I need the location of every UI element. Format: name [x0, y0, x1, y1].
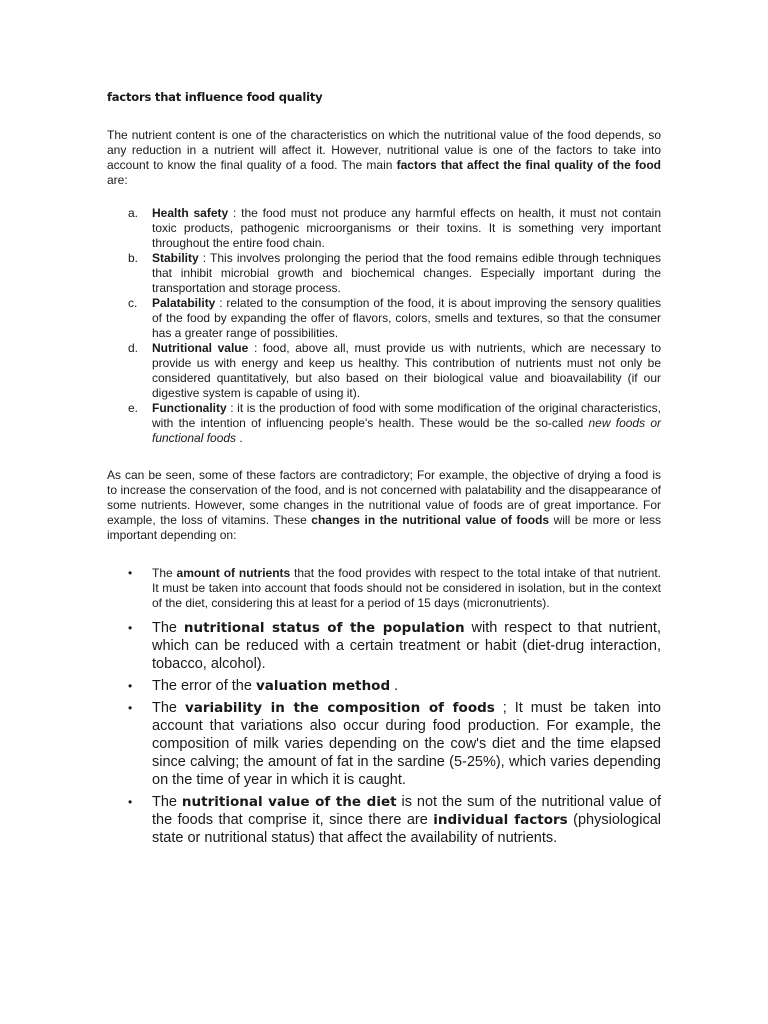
intro-text-1: The nutrient content is one of the characteristics on which the nutritional value of the food depends, so any reduction in a nutrient will affect it. However, nutritional value is one of the factors to take into account to know the final quality of a food. The main: [107, 128, 661, 172]
bullet-pre: The: [152, 794, 182, 810]
list-item-palatability: [107, 296, 661, 341]
para2-text-1: As can be seen, some of these factors are contradictory; For example, the objective of drying a food is to increase the conservation of the food, and is not concerned with palatability and the disappearance of some nutrients. However, some changes in the nutritional value of foods are of great importance. For example, the loss of vitamins. These: [107, 468, 661, 527]
bullet-icon: •: [128, 679, 133, 693]
bullet-pre: The: [152, 700, 185, 716]
factors-list: [107, 206, 661, 446]
factor-term: Functionality: [152, 401, 227, 415]
list-item-health-safety: [107, 206, 661, 251]
bullet-item-amount-of-nutrients: [107, 566, 661, 611]
bullet-icon: •: [128, 795, 133, 809]
factor-text: : This involves prolonging the period that the food remains edible through techniques that inhibit microbial growth and biochemical changes. Especially important during the transportation and storage process.: [152, 251, 661, 295]
bullet-post: with respect to that nutrient, which can be reduced with a certain treatment or habit (diet-drug interaction, tobacco, alcohol).: [152, 620, 661, 672]
bullet-post-2: (physiological state or nutritional status) that affect the availability of nutrients.: [152, 812, 662, 846]
factor-term: Stability: [152, 251, 199, 265]
bullet-icon: •: [128, 566, 133, 580]
list-item-nutritional-value: [107, 341, 661, 401]
list-marker: d.: [128, 341, 139, 355]
bullet-icon: •: [128, 621, 133, 635]
list-marker: a.: [128, 206, 139, 220]
bullet-item-nutritional-status: [107, 619, 661, 673]
bullet-post: that the food provides with respect to the total intake of that nutrient. It must be taken into account that foods should not be considered in isolation, but in the context of the diet, considering this at least for a period of 15 days (micronutrients).: [152, 566, 661, 610]
document-title: factors that influence food quality: [107, 90, 323, 104]
bullet-icon: •: [128, 701, 133, 715]
bullet-bold-2: individual factors: [433, 812, 568, 828]
bullet-item-diet-value: [107, 793, 661, 847]
intro-bold: factors that affect the final quality of the food: [396, 158, 662, 172]
bullet-bold: nutritional value of the diet: [181, 794, 397, 810]
factor-text: : it is the production of food with some modification of the original characteristics, with the intention of influencing people's health. These would be the so-called: [152, 401, 661, 430]
factor-term: Palatability: [152, 296, 216, 310]
list-marker: e.: [128, 401, 139, 415]
para2-bold: changes in the nutritional value of foods: [311, 513, 550, 527]
factor-term: Nutritional value: [152, 341, 249, 355]
intro-text-2: are:: [107, 173, 128, 187]
list-marker: b.: [128, 251, 139, 265]
factor-term: Health safety: [152, 206, 229, 220]
factor-italic: new foods or functional foods: [152, 416, 661, 445]
factor-end: .: [236, 431, 243, 445]
factor-text: : related to the consumption of the food, it is about improving the sensory qualities of the food by expanding the offer of flavors, colors, smells and textures, so that the consumer has a greater range of possibilities.: [152, 296, 661, 340]
factor-text: : the food must not produce any harmful effects on health, it must not contain toxic products, pathogenic microorganisms or their toxins. It is something very important throughout the entire food chain.: [152, 206, 661, 250]
bullet-pre: The: [152, 566, 177, 580]
bullet-post: is not the sum of the nutritional value of the foods that comprise it, since there are: [152, 794, 661, 828]
bullet-pre: The: [152, 620, 184, 636]
bullet-bold: amount of nutrients: [176, 566, 291, 580]
document-page: [107, 90, 661, 851]
factor-text: : food, above all, must provide us with nutrients, which are necessary to provide us with energy and keep us healthy. This contribution of nutrients must not only be considered quantitatively, but also based on their biological value and bioavailability (if our digestive system is capable of using it).: [152, 341, 662, 400]
bullet-list: [107, 566, 661, 847]
bullet-bold: variability in the composition of foods: [184, 700, 495, 716]
list-item-functionality: [107, 401, 661, 446]
bullet-bold: valuation method: [255, 678, 391, 694]
contradiction-paragraph: [107, 468, 661, 543]
bullet-item-variability: [107, 699, 661, 789]
bullet-item-valuation-method: [107, 677, 661, 695]
bullet-post: ; It must be taken into account that variations also occur during food production. For example, the composition of milk varies depending on the cow's diet and the time elapsed since calving; the amount of fat in the sardine (5-25%), which varies depending on the time of year in which it is caught.: [152, 700, 661, 788]
list-marker: c.: [128, 296, 138, 310]
bullet-post: .: [390, 678, 399, 694]
bullet-bold: nutritional status of the population: [183, 620, 465, 636]
bullet-pre: The error of the: [152, 678, 256, 694]
list-item-stability: [107, 251, 661, 296]
intro-paragraph: [107, 128, 661, 188]
para2-text-2: will be more or less important depending on:: [107, 513, 662, 542]
